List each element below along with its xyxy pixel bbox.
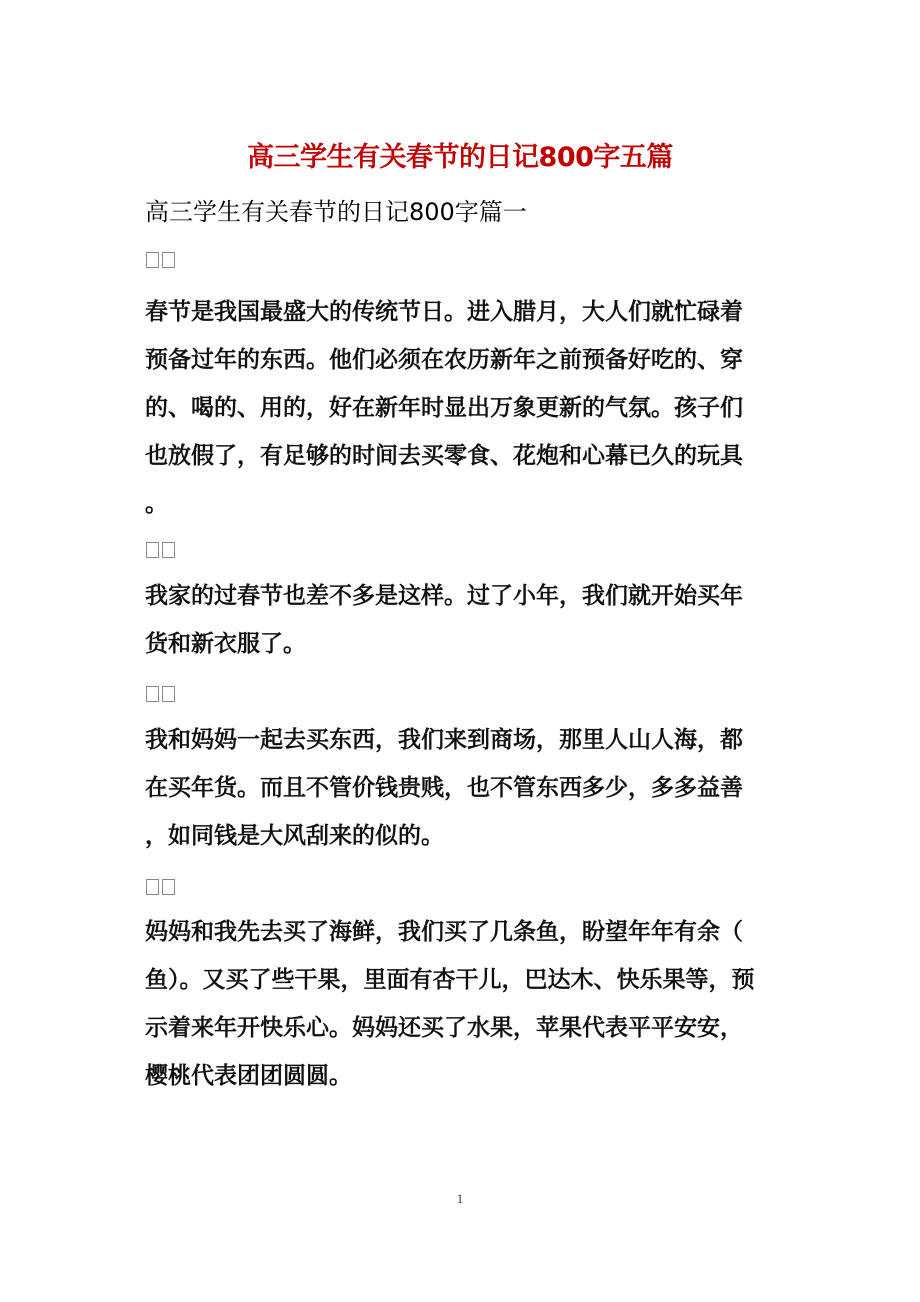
- missing-glyph-placeholder: [146, 542, 175, 558]
- missing-glyph-box-icon: [162, 686, 175, 702]
- paragraph-line: 示着来年开快乐心。妈妈还买了水果，苹果代表平平安安，: [145, 1015, 743, 1041]
- missing-glyph-placeholder: [146, 686, 175, 702]
- paragraph-line: 樱桃代表团团圆圆。: [145, 1063, 352, 1089]
- paragraph-line: 货和新衣服了。: [145, 631, 306, 657]
- paragraph-line: 预备过年的东西。他们必须在农历新年之前预备好吃的、穿: [145, 347, 743, 373]
- paragraph-line: 也放假了，有足够的时间去买零食、花炮和心幕已久的玩具: [145, 443, 743, 469]
- paragraph-line: 的、喝的、用的，好在新年时显出万象更新的气氛。孩子们: [145, 395, 743, 421]
- paragraph-line: 在买年货。而且不管价钱贵贱，也不管东西多少，多多益善: [145, 775, 743, 801]
- section-heading: 高三学生有关春节的日记800字篇一: [145, 198, 527, 226]
- missing-glyph-placeholder: [146, 879, 175, 895]
- paragraph-line: ，如同钱是大风刮来的似的。: [145, 823, 444, 849]
- paragraph-line: 我和妈妈一起去买东西，我们来到商场，那里人山人海，都: [145, 727, 743, 753]
- missing-glyph-box-icon: [162, 879, 175, 895]
- page-number: 1: [456, 1191, 464, 1206]
- missing-glyph-box-icon: [162, 542, 175, 558]
- missing-glyph-box-icon: [162, 252, 175, 268]
- paragraph-3: [145, 716, 785, 860]
- missing-glyph-box-icon: [146, 879, 159, 895]
- paragraph-1: [145, 288, 785, 528]
- paragraph-line: 鱼）。又买了些干果，里面有杏干儿，巴达木、快乐果等，预: [145, 967, 755, 993]
- missing-glyph-box-icon: [146, 252, 159, 268]
- document-title: 高三学生有关春节的日记800字五篇: [247, 142, 673, 173]
- missing-glyph-placeholder: [146, 252, 175, 268]
- paragraph-line: 。: [145, 491, 168, 517]
- paragraph-2: [145, 572, 785, 668]
- paragraph-line: 妈妈和我先去买了海鲜，我们买了几条鱼，盼望年年有余（: [145, 919, 743, 945]
- missing-glyph-box-icon: [146, 542, 159, 558]
- missing-glyph-box-icon: [146, 686, 159, 702]
- paragraph-line: 春节是我国最盛大的传统节日。进入腊月，大人们就忙碌着: [145, 299, 743, 325]
- paragraph-4: [145, 908, 785, 1100]
- paragraph-line: 我家的过春节也差不多是这样。过了小年，我们就开始买年: [145, 583, 743, 609]
